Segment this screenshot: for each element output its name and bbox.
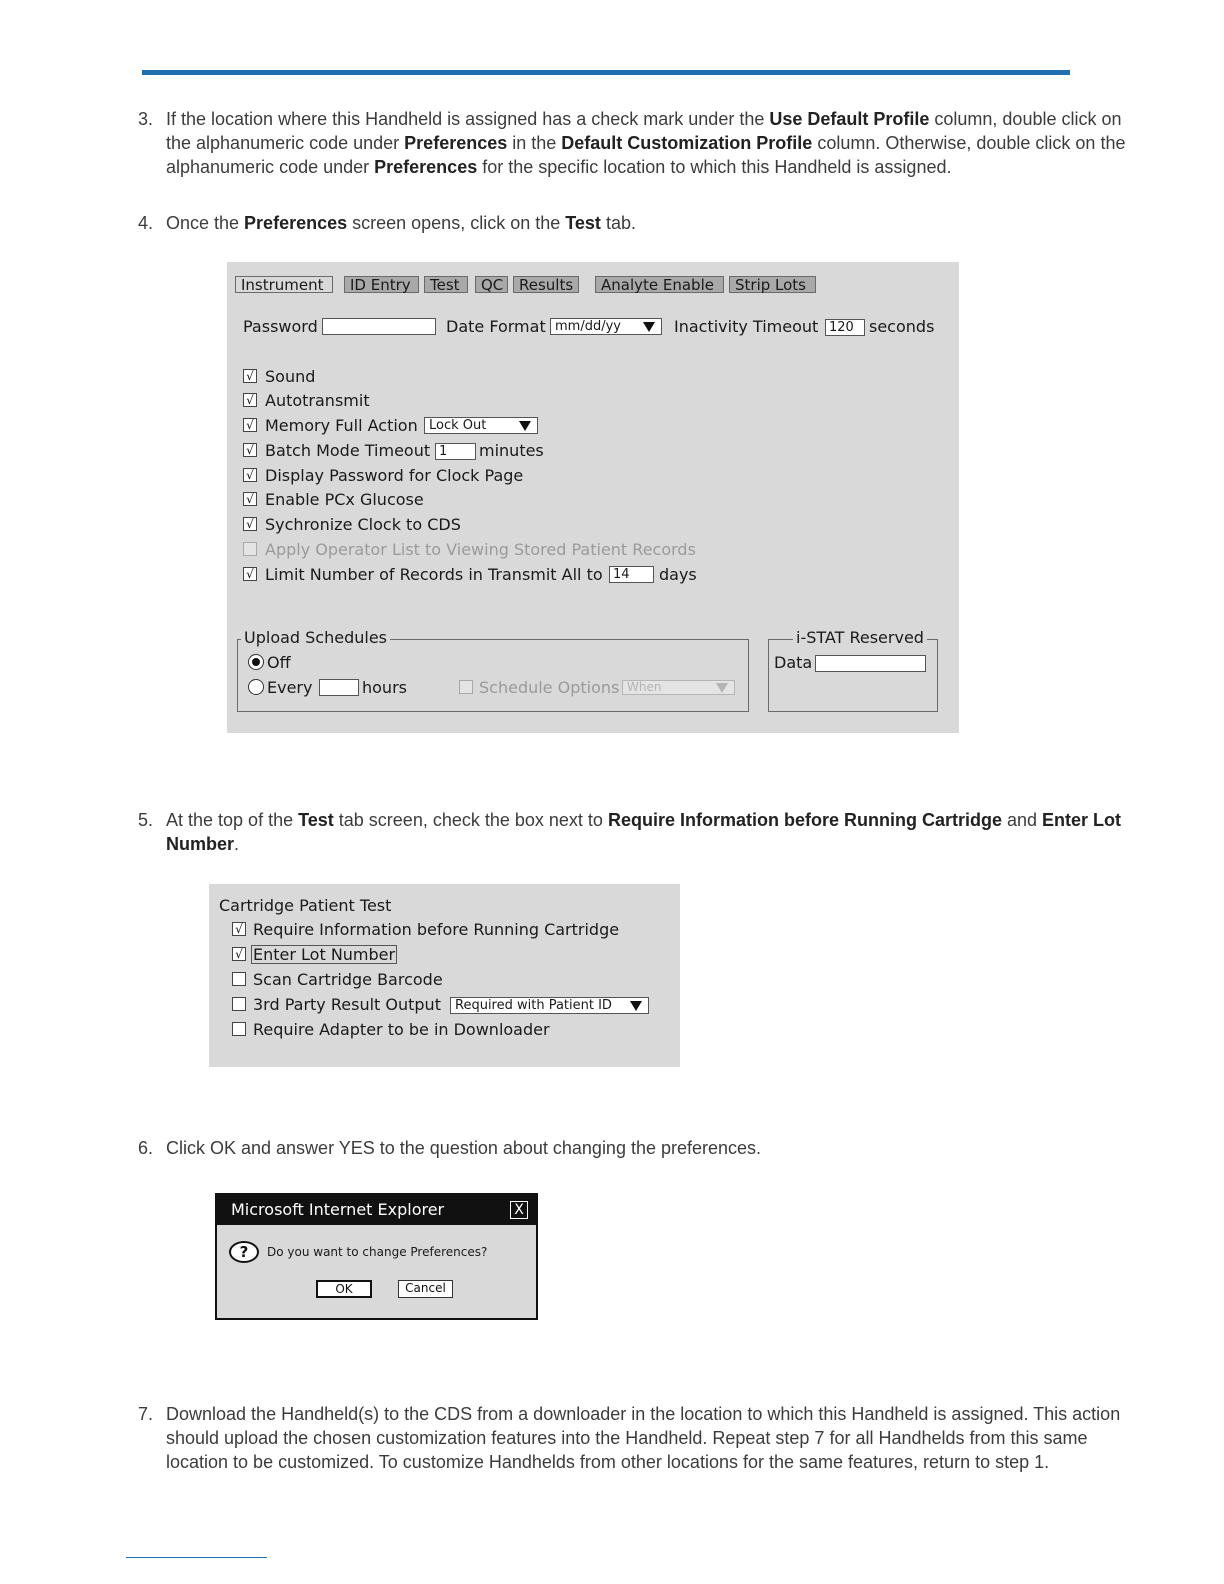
- step-number: 4.: [138, 213, 154, 233]
- every-label: Every: [267, 678, 313, 697]
- schedule-options-checkbox[interactable]: [459, 680, 473, 694]
- step-text: [166, 211, 1140, 235]
- istat-reserved-title: i-STAT Reserved: [793, 628, 927, 647]
- memory-full-checkbox[interactable]: √: [243, 418, 257, 432]
- limit-records-unit: days: [659, 565, 697, 584]
- memory-full-label: Memory Full Action: [265, 416, 418, 435]
- inactivity-timeout-label: Inactivity Timeout: [674, 317, 819, 336]
- password-input[interactable]: [322, 318, 436, 335]
- sound-label: Sound: [265, 367, 316, 386]
- batch-mode-label: Batch Mode Timeout: [265, 441, 431, 460]
- require-adapter-checkbox[interactable]: [232, 1022, 246, 1036]
- third-party-select[interactable]: [450, 997, 649, 1014]
- step-3: [138, 107, 1140, 181]
- confirm-dialog: [215, 1193, 538, 1320]
- text: tab screen, check the box next to: [333, 810, 608, 830]
- cartridge-title: Cartridge Patient Test: [219, 896, 392, 915]
- data-label: Data: [774, 653, 813, 672]
- password-label: Password: [243, 317, 318, 336]
- enter-lot-label: Enter Lot Number: [253, 945, 396, 964]
- date-format-select[interactable]: [550, 318, 662, 335]
- step-number: 6.: [138, 1138, 154, 1158]
- bold-text: Preferences: [404, 133, 508, 153]
- tab-id-entry[interactable]: ID Entry: [344, 276, 419, 293]
- bold-text: Use Default Profile: [769, 109, 930, 129]
- step-text: [166, 808, 1140, 856]
- inactivity-timeout-input[interactable]: 120: [825, 319, 865, 336]
- enable-pcx-checkbox[interactable]: √: [243, 492, 257, 506]
- limit-records-label: Limit Number of Records in Transmit All to: [265, 565, 603, 584]
- step-number: 5.: [138, 810, 154, 830]
- batch-mode-checkbox[interactable]: √: [243, 443, 257, 457]
- ok-button[interactable]: OK: [316, 1280, 372, 1298]
- third-party-label: 3rd Party Result Output: [253, 995, 441, 1014]
- step-4: [138, 211, 1140, 237]
- close-icon[interactable]: X: [510, 1201, 528, 1219]
- text: screen opens, click on the: [347, 213, 566, 233]
- step-5: [138, 808, 1140, 858]
- scan-barcode-label: Scan Cartridge Barcode: [253, 970, 443, 989]
- require-info-label: Require Information before Running Cartridge: [253, 920, 620, 939]
- dialog-titlebar: [217, 1195, 536, 1225]
- limit-records-input[interactable]: 14: [609, 566, 654, 583]
- tab-instrument[interactable]: Instrument: [235, 276, 333, 293]
- step-7: [138, 1402, 1140, 1476]
- chevron-down-icon: [643, 322, 655, 332]
- dialog-message: Do you want to change Preferences?: [267, 1245, 488, 1259]
- scan-barcode-checkbox[interactable]: [232, 972, 246, 986]
- bold-text: Test: [298, 810, 334, 830]
- display-password-label: Display Password for Clock Page: [265, 466, 524, 485]
- chevron-down-icon: [630, 1001, 642, 1011]
- batch-mode-unit: minutes: [479, 441, 544, 460]
- memory-full-select[interactable]: [424, 417, 538, 434]
- upload-schedules-group: [237, 639, 749, 712]
- step-6: [138, 1136, 1140, 1162]
- cancel-button[interactable]: Cancel: [398, 1280, 453, 1298]
- date-format-value: mm/dd/yy: [555, 319, 621, 334]
- text: column. Otherwise, double click on the alphanumeric code under: [166, 133, 1126, 177]
- chevron-down-icon: [716, 683, 728, 693]
- step-text: Download the Handheld(s) to the CDS from a downloader in the location to which this Handheld is assigned. This action should upload the chosen customization features into the Handheld. Repeat step 7 for all Handhelds from this same location to be customized. To customize Handhelds from other locations for the same features, return to step 1.: [166, 1404, 1121, 1472]
- text: If the location where this Handheld is assigned has a check mark under the: [166, 109, 770, 129]
- sound-checkbox[interactable]: √: [243, 369, 257, 383]
- require-info-checkbox[interactable]: √: [232, 922, 246, 936]
- bold-text: Require Information before Running Cartridge: [607, 810, 1002, 830]
- header-rule: [142, 70, 1070, 75]
- tab-results[interactable]: Results: [513, 276, 579, 293]
- text: .: [234, 834, 240, 854]
- tab-qc[interactable]: QC: [475, 276, 508, 293]
- display-password-checkbox[interactable]: √: [243, 468, 257, 482]
- autotransmit-label: Autotransmit: [265, 391, 370, 410]
- bold-text: Test: [565, 213, 601, 233]
- enter-lot-checkbox[interactable]: √: [232, 947, 246, 961]
- tab-strip-lots[interactable]: Strip Lots: [729, 276, 816, 293]
- bold-text: Enter Lot Number: [166, 810, 1122, 854]
- text: tab.: [600, 213, 636, 233]
- footer-rule: [126, 1557, 267, 1558]
- bold-text: Preferences: [244, 213, 348, 233]
- schedule-options-label: Schedule Options: [479, 678, 620, 697]
- third-party-checkbox[interactable]: [232, 997, 246, 1011]
- preferences-panel: [227, 262, 959, 733]
- text: in the: [507, 133, 562, 153]
- data-input[interactable]: [815, 655, 926, 672]
- apply-operator-checkbox[interactable]: [243, 542, 257, 556]
- text: At the top of the: [166, 810, 299, 830]
- enable-pcx-label: Enable PCx Glucose: [265, 490, 424, 509]
- hours-label: hours: [362, 678, 407, 697]
- dialog-title: Microsoft Internet Explorer: [231, 1200, 445, 1219]
- when-select[interactable]: [622, 680, 735, 695]
- sync-clock-checkbox[interactable]: √: [243, 517, 257, 531]
- off-radio[interactable]: [248, 654, 264, 670]
- step-text: Click OK and answer YES to the question about changing the preferences.: [166, 1138, 762, 1158]
- inactivity-unit: seconds: [869, 317, 935, 336]
- tab-test[interactable]: Test: [424, 276, 468, 293]
- text: for the specific location to which this Handheld is assigned.: [477, 157, 952, 177]
- autotransmit-checkbox[interactable]: √: [243, 393, 257, 407]
- date-format-label: Date Format: [446, 317, 546, 336]
- istat-reserved-group: [768, 639, 938, 712]
- require-adapter-label: Require Adapter to be in Downloader: [253, 1020, 550, 1039]
- step-number: 3.: [138, 109, 154, 129]
- chevron-down-icon: [519, 421, 531, 431]
- batch-mode-input[interactable]: 1: [435, 443, 476, 460]
- bold-text: Default Customization Profile: [561, 133, 813, 153]
- limit-records-checkbox[interactable]: √: [243, 567, 257, 581]
- tab-analyte-enable[interactable]: Analyte Enable: [595, 276, 724, 293]
- bold-text: Preferences: [374, 157, 478, 177]
- question-icon: ?: [229, 1241, 259, 1263]
- every-hours-input[interactable]: [319, 679, 359, 696]
- upload-schedules-title: Upload Schedules: [241, 628, 390, 647]
- every-radio[interactable]: [248, 679, 264, 695]
- step-text: [166, 107, 1140, 179]
- third-party-value: Required with Patient ID: [455, 998, 612, 1013]
- apply-operator-label: Apply Operator List to Viewing Stored Patient Records: [265, 540, 696, 559]
- text: Once the: [166, 213, 245, 233]
- off-label: Off: [267, 653, 291, 672]
- memory-full-value: Lock Out: [429, 418, 487, 433]
- cartridge-patient-test-panel: [209, 884, 680, 1067]
- step-number: 7.: [138, 1404, 154, 1424]
- sync-clock-label: Sychronize Clock to CDS: [265, 515, 461, 534]
- when-value: When: [627, 680, 662, 694]
- text: and: [1001, 810, 1043, 830]
- text: column, double click on the alphanumeric code under: [166, 109, 1122, 153]
